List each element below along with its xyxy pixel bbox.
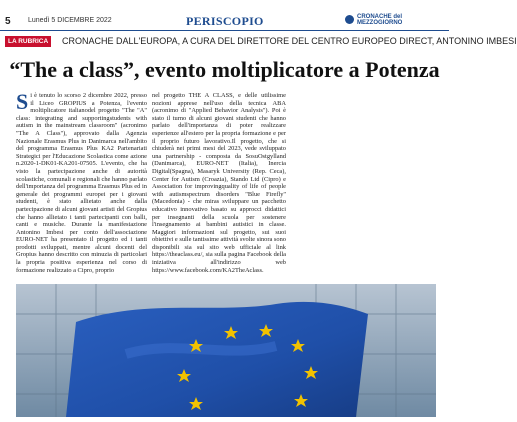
- drop-cap: S: [16, 89, 29, 114]
- section-title: PERISCOPIO: [186, 14, 264, 28]
- page-header: [0, 0, 449, 34]
- header-divider: [0, 30, 449, 31]
- eu-flag-illustration: [16, 284, 436, 417]
- article-column-2: [152, 92, 286, 282]
- issue-date: Lunedì 5 DICEMBRE 2022: [28, 17, 112, 24]
- column-2-text: nel progetto THE A CLASS, e delle utilissime nozioni apprese nell'uso della tecnica ABA (acronimo di "Applied Behavior Analysis"). Poi è stato il turno di alcuni giovani studenti che hanno parlato dell'importanza di poter realizzare esperienze all'estero per la propria formazione e per il proprio futuro lavorativo.Il progetto, che si chiuderà nei primi mesi del 2023, vede sviluppato una partnership - composta da SosuOstgylland (Danimarca), EURO-NET (Italia), Inercia Digital(Spagna), Masaryk University (Rep. Ceca), Center for Autism (Croazia), Stando Ltd (Cipro) e Association for improvingquality of life of people with autismspectrum disorders "Blue Firefly" (Macedonia) - che miras sviluppare un pacchetto educativo innovativo basato su approcci didattici per insegnanti della scuola per sostenere l'insegnamento ai bambini autistici in classe. Maggiori informazioni sul progetto, sui suoi obiettivi e sulle tantissime attività svolte sinora sono disponibili sia sul sito web ufficiale al link https://theaclass.eu/, sia sulla pagina Facebook della iniziativa all'indirizzo web https://www.facebook.com/KA2TheAclass.: [152, 92, 287, 274]
- logo-wordmark: CRONACHE del MEZZOGIORNO: [357, 14, 403, 26]
- article-headline: “The a class”, evento moltiplicatore a Potenza: [9, 57, 440, 82]
- article-column-1: [16, 89, 147, 282]
- page-number: 5: [5, 16, 11, 27]
- newspaper-logo: [345, 15, 445, 27]
- eu-flag-photo: [16, 284, 436, 417]
- column-1-text: i è tenuto lo scorso 2 dicembre 2022, presso il Liceo GROPIUS a Potenza, l'evento moltiplicatore italianodel progetto "The "A" class: integrating and supportingstudents with autism in the mainstream classroom" (acronimo "The A Class"), approvato dalla Agenzia Nazionale Erasmus Plus in Danimarca nell'ambito del programma Erasmus Plus KA2 Partenariati Strategici per l'Educazione Scolastica come azione n.2020-1-DK01-KA201-07505. L'evento, che ha visto la partecipazione anche di autorità scolastiche, comunali e regionali che hanno parlato dell'importanza del programma Erasmus Plus ed in generale dei programmi europei per i giovani studenti, è stato allietato anche dalla partecipazione di alcuni giovani artisti del Gropius che hanno allietato i tanti partecipanti con balli, canti e musiche. Durante la manifestazione Antonino Imbesi per conto dell'associazione EURO-NET ha presentato il progetto ed i tanti prodotti sviluppati, mentre alcuni docenti del Gropius hanno descritto con minuzia di particolari la propria positiva esperienza nel corso di formazione realizzato a Cipro, proprio: [16, 92, 147, 274]
- logo-emblem-icon: [345, 15, 354, 24]
- rubric-badge: LA RUBRICA: [5, 36, 51, 47]
- rubric-kicker: CRONACHE DALL'EUROPA, A CURA DEL DIRETTORE DEL CENTRO EUROPEO DIRECT, ANTONINO IMBESI: [62, 36, 517, 46]
- article-column-3: [290, 92, 436, 282]
